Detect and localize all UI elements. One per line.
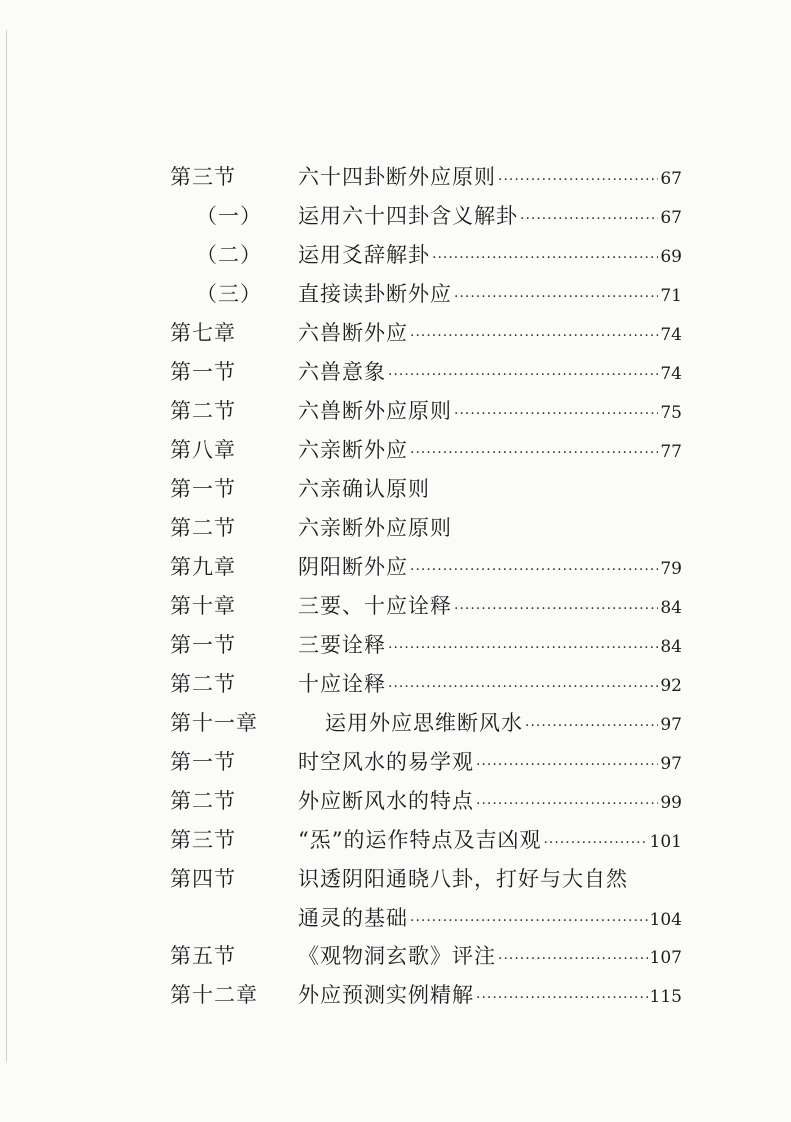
- toc-label: 第十一章: [170, 711, 258, 735]
- toc-entry[interactable]: [0, 197, 791, 236]
- leader-dots: [432, 239, 658, 278]
- leader-dots: [476, 746, 658, 785]
- toc-title: 时空风水的易学观: [298, 750, 474, 774]
- toc-title: 十应诠释: [298, 672, 386, 696]
- leader-dots: [476, 785, 658, 824]
- toc-entry[interactable]: [0, 587, 791, 626]
- toc-title: 六兽断外应: [298, 321, 408, 345]
- toc-title: 六亲断外应: [298, 438, 408, 462]
- toc-label: 第四节: [170, 867, 236, 891]
- toc-entry-body: [298, 821, 682, 863]
- toc-entry[interactable]: [0, 976, 791, 1015]
- toc-entry-body: [298, 275, 682, 317]
- toc-title: “炁”的运作特点及吉凶观: [298, 828, 542, 852]
- toc-entry[interactable]: [0, 665, 791, 704]
- toc-title: 六兽断外应原则: [298, 399, 452, 423]
- toc-title: 六亲断外应原则: [298, 516, 452, 540]
- toc-entry-body: [298, 665, 682, 707]
- toc-title: 三要诠释: [298, 633, 386, 657]
- leader-dots: [525, 707, 658, 746]
- toc-label: 第七章: [170, 321, 236, 345]
- toc-entry-body: [298, 314, 682, 356]
- toc-page-number: 97: [660, 715, 682, 735]
- toc-label: 第一节: [170, 633, 236, 657]
- toc-title: 通灵的基础: [298, 906, 408, 930]
- toc-label: 第五节: [170, 944, 236, 968]
- toc-entry-body: [298, 860, 682, 899]
- toc-label: 第八章: [170, 438, 236, 462]
- toc-label: （二）: [196, 243, 262, 267]
- leader-dots: [454, 395, 658, 434]
- leader-dots: [388, 668, 658, 707]
- leader-dots: [498, 940, 648, 979]
- toc-entry[interactable]: [0, 275, 791, 314]
- toc-page-number: 67: [660, 169, 682, 189]
- toc-entry-body: [298, 548, 682, 590]
- leader-dots: [410, 551, 658, 590]
- leader-dots: [454, 278, 658, 317]
- toc-label: 第一节: [170, 477, 236, 501]
- toc-label: 第二节: [170, 789, 236, 813]
- toc-entry[interactable]: [0, 392, 791, 431]
- toc-title: 运用外应思维断风水: [325, 711, 523, 735]
- toc-entry[interactable]: [0, 743, 791, 782]
- toc-title: 直接读卦断外应: [298, 282, 452, 306]
- toc-page-number: 99: [660, 793, 682, 813]
- toc-label: （三）: [196, 282, 262, 306]
- toc-entry-body: [298, 431, 682, 473]
- toc-entry[interactable]: [0, 470, 791, 509]
- toc-entry-body: [325, 704, 682, 746]
- toc-page-number: 79: [660, 559, 682, 579]
- toc-title: 《观物洞玄歌》评注: [298, 944, 496, 968]
- leader-dots: [543, 824, 647, 863]
- toc-label: （一）: [196, 204, 262, 228]
- leader-dots: [388, 356, 658, 395]
- toc-page-number: 77: [660, 442, 682, 462]
- toc-entry[interactable]: [0, 782, 791, 821]
- toc-label: 第二节: [170, 399, 236, 423]
- toc-entry-body: [298, 782, 682, 824]
- toc-page-number: 92: [660, 676, 682, 696]
- toc-label: 第十章: [170, 594, 236, 618]
- toc-entry[interactable]: [0, 236, 791, 275]
- toc-title: 外应预测实例精解: [298, 983, 474, 1007]
- toc-entry-body: [298, 743, 682, 785]
- leader-dots: [410, 902, 648, 940]
- toc-title: 识透阴阳通晓八卦，打好与大自然: [298, 867, 628, 891]
- toc-entry[interactable]: [0, 626, 791, 665]
- toc-page-number: 84: [660, 637, 682, 657]
- toc-entry-body: [298, 587, 682, 629]
- toc-page-number: 97: [660, 754, 682, 774]
- toc-page-number: 67: [660, 208, 682, 228]
- toc-page-number: 71: [660, 286, 682, 306]
- toc-title: 阴阳断外应: [298, 555, 408, 579]
- toc-entry[interactable]: [0, 509, 791, 548]
- toc-entry[interactable]: [0, 314, 791, 353]
- toc-label: 第一节: [170, 750, 236, 774]
- leader-dots: [410, 434, 658, 473]
- table-of-contents: [0, 158, 791, 1015]
- toc-entry-body: [298, 353, 682, 395]
- toc-title: 运用爻辞解卦: [298, 243, 430, 267]
- toc-entry[interactable]: [0, 353, 791, 392]
- toc-page-number: 107: [649, 948, 682, 968]
- toc-title: 六亲确认原则: [298, 477, 430, 501]
- toc-label: 第十二章: [170, 983, 258, 1007]
- toc-entry[interactable]: [0, 937, 791, 976]
- toc-title: 外应断风水的特点: [298, 789, 474, 813]
- toc-entry-body: [298, 626, 682, 668]
- toc-page-number: 69: [660, 247, 682, 267]
- toc-title: 六兽意象: [298, 360, 386, 384]
- leader-dots: [454, 590, 658, 629]
- toc-label: 第二节: [170, 672, 236, 696]
- toc-entry[interactable]: [0, 860, 791, 899]
- toc-page-number: 104: [649, 910, 682, 930]
- toc-entry-body: [298, 470, 682, 509]
- toc-entry[interactable]: [0, 548, 791, 587]
- leader-dots: [498, 161, 658, 200]
- toc-title: 三要、十应诠释: [298, 594, 452, 618]
- toc-label: 第九章: [170, 555, 236, 579]
- toc-label: 第一节: [170, 360, 236, 384]
- toc-page-number: 74: [660, 325, 682, 345]
- toc-entry-body: [298, 509, 682, 548]
- toc-entry[interactable]: [0, 431, 791, 470]
- toc-entry-body: [298, 197, 682, 239]
- toc-page-number: 84: [660, 598, 682, 618]
- toc-label: 第三节: [170, 165, 236, 189]
- toc-title: 运用六十四卦含义解卦: [298, 204, 518, 228]
- leader-dots: [520, 200, 658, 239]
- toc-entry[interactable]: [0, 158, 791, 197]
- toc-label: 第二节: [170, 516, 236, 540]
- toc-page-number: 75: [660, 403, 682, 423]
- toc-entry[interactable]: [0, 821, 791, 860]
- toc-page-number: 101: [649, 832, 682, 852]
- leader-dots: [476, 979, 648, 1018]
- toc-title: 六十四卦断外应原则: [298, 165, 496, 189]
- leader-dots: [388, 629, 658, 668]
- toc-entry-body: [298, 899, 682, 940]
- toc-entry-body: [298, 392, 682, 434]
- toc-page-number: 115: [649, 987, 682, 1007]
- leader-dots: [410, 317, 658, 356]
- toc-entry-continuation[interactable]: [0, 899, 791, 937]
- toc-page-number: 74: [660, 364, 682, 384]
- toc-label: 第三节: [170, 828, 236, 852]
- toc-entry-body: [298, 937, 682, 979]
- toc-entry-body: [298, 236, 682, 278]
- toc-entry-body: [298, 976, 682, 1018]
- toc-entry-body: [298, 158, 682, 200]
- toc-entry[interactable]: [0, 704, 791, 743]
